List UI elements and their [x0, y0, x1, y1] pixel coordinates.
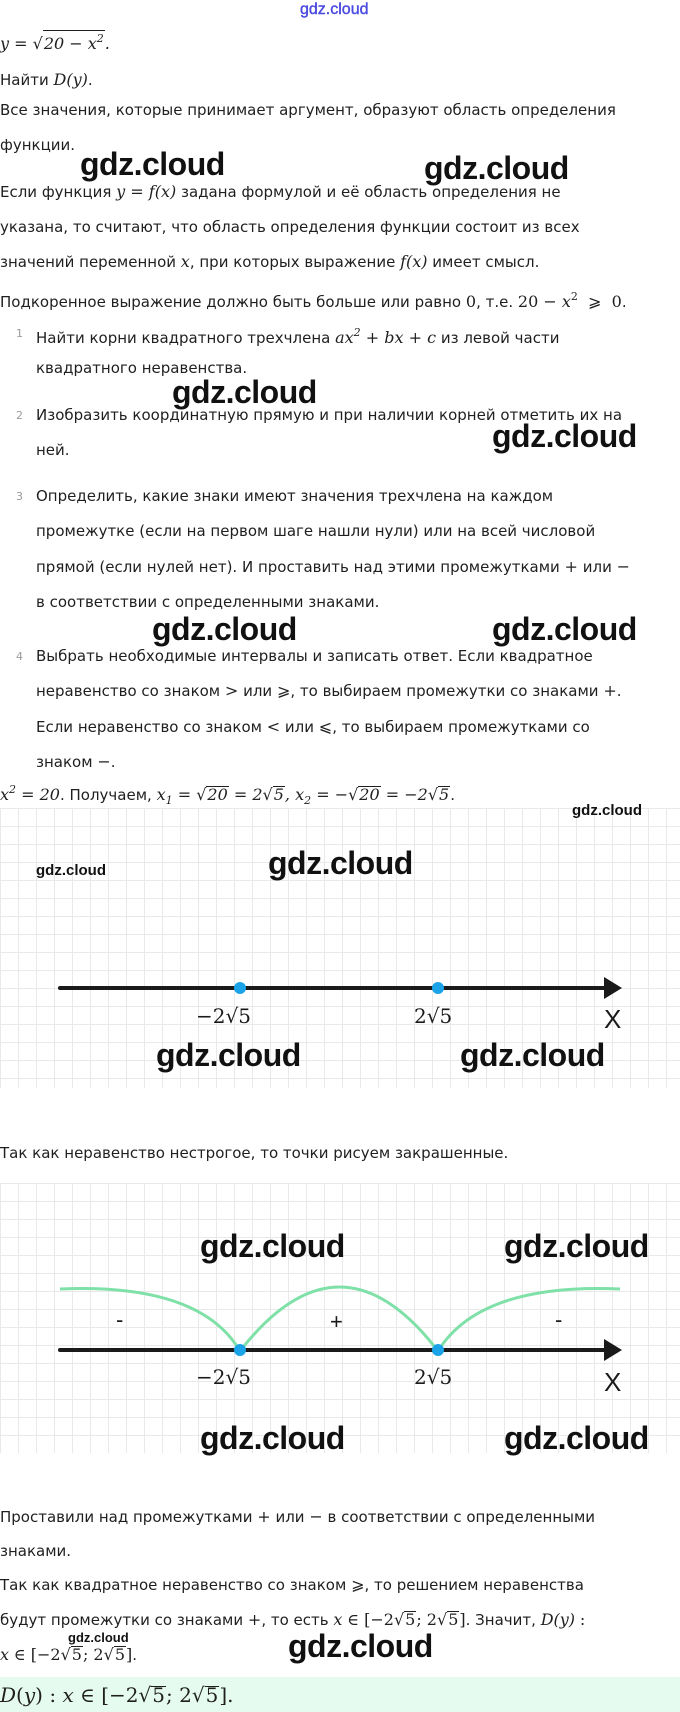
since-line-3: x ∈ [−2√5; 2√5].	[0, 1645, 138, 1664]
root-point-left	[234, 1344, 246, 1356]
step-1-line-2: квадратного неравенства.	[36, 359, 248, 377]
if-line-1: Если функция y = f(x) задана формулой и её область определения не	[0, 182, 561, 201]
step-number: 1	[16, 327, 23, 340]
sign-right: -	[555, 1307, 563, 1332]
answer-text: D(y) : x ∈ [−2√5; 2√5].	[0, 1683, 234, 1707]
tick-label-left: −2√5	[196, 1004, 251, 1028]
watermark: gdz.cloud	[492, 611, 637, 647]
step-3-line-1: Определить, какие знаки имеют значения трехчлена на каждом	[36, 487, 554, 505]
watermark: gdz.cloud	[424, 150, 569, 186]
definition-line-2: функции.	[0, 136, 76, 154]
axis-label: X	[604, 1004, 622, 1034]
radicand-line: Подкоренное выражение должно быть больше или равно 0, т.е. $20 - x^2$ ⩾ 0.	[0, 290, 627, 311]
watermark: gdz.cloud	[152, 611, 297, 647]
watermark: gdz.cloud	[80, 146, 225, 182]
step-4-line-3: Если неравенство со знаком < или ⩽, то выбираем промежутками со	[36, 717, 590, 736]
axis-arrow	[604, 977, 622, 999]
definition-line-1: Все значения, которые принимает аргумент, образуют область определения	[0, 101, 616, 119]
answer-box	[0, 1677, 680, 1712]
roots-line: $x^2 = 20$. Получаем, $x_1 = √20 = 2√5$, $x_2 = -√20 = -2√5$.	[0, 783, 455, 807]
arc-left	[60, 1289, 240, 1351]
watermark: gdz.cloud	[172, 374, 317, 410]
tick-label-left: −2√5	[196, 1365, 251, 1389]
function-formula: $y = √20 - x^2$.	[0, 32, 110, 53]
step-4-line-1: Выбрать необходимые интервалы и записать ответ. Если квадратное	[36, 647, 593, 665]
watermark: gdz.cloud	[504, 1420, 649, 1456]
step-number: 3	[16, 490, 23, 503]
axis-label: X	[604, 1367, 622, 1397]
placed-line-1: Проставили над промежутками + или − в соответствии с определенными	[0, 1507, 596, 1526]
tick-label-right: 2√5	[414, 1004, 453, 1028]
step-number: 4	[16, 650, 23, 663]
placed-line-2: знаками.	[0, 1542, 72, 1560]
root-point-right	[432, 1344, 444, 1356]
watermark: gdz.cloud	[288, 1628, 433, 1664]
since-line-1: Так как квадратное неравенство со знаком ⩾, то решением неравенства	[0, 1575, 584, 1594]
step-1-line-1: Найти корни квадратного трехчлена $ax^2$ + bx + c из левой части	[36, 326, 560, 347]
step-2-line-1: Изобразить координатную прямую и при наличии корней отметить их на	[36, 406, 623, 424]
watermark: gdz.cloud	[36, 862, 106, 879]
step-3-line-2: промежутке (если на первом шаге нашли нули) или на всей числовой	[36, 522, 596, 540]
watermark: gdz.cloud	[200, 1228, 345, 1264]
root-point-left	[234, 982, 246, 994]
watermark: gdz.cloud	[68, 1630, 129, 1645]
tick-label-right: 2√5	[414, 1365, 453, 1389]
arc-right	[438, 1289, 620, 1351]
find-line: Найти D(y).	[0, 70, 93, 89]
root-point-right	[432, 982, 444, 994]
watermark: gdz.cloud	[572, 802, 642, 819]
watermark: gdz.cloud	[200, 1420, 345, 1456]
watermark: gdz.cloud	[460, 1037, 605, 1073]
watermark: gdz.cloud	[156, 1037, 301, 1073]
since-line-2: будут промежутки со знаками +, то есть x ∈ [−2√5; 2√5]. Значит, D(y) :	[0, 1610, 586, 1629]
if-line-2: указана, то считают, что область определения функции состоит из всех	[0, 218, 580, 236]
watermark: gdz.cloud	[492, 418, 637, 454]
step-3-line-4: в соответствии с определенными знаками.	[36, 593, 380, 611]
sign-middle: +	[330, 1309, 343, 1334]
strict-note: Так как неравенство нестрогое, то точки рисуем закрашенные.	[0, 1144, 509, 1162]
step-3-line-3: прямой (если нулей нет). И проставить над этими промежутками + или −	[36, 557, 631, 576]
step-4-line-4: знаком −.	[36, 752, 116, 771]
watermark: gdz.cloud	[504, 1228, 649, 1264]
step-2-line-2: ней.	[36, 441, 70, 459]
sign-left: -	[116, 1307, 124, 1332]
step-4-line-2: неравенство со знаком > или ⩾, то выбираем промежутки со знаками +.	[36, 681, 622, 700]
watermark-top: gdz.cloud	[300, 1, 369, 18]
number-line-2	[0, 1183, 680, 1453]
step-number: 2	[16, 409, 23, 422]
if-line-3: значений переменной x, при которых выражение f(x) имеет смысл.	[0, 252, 540, 271]
watermark: gdz.cloud	[268, 845, 413, 881]
number-axis	[58, 986, 610, 990]
number-axis	[58, 1348, 610, 1352]
axis-arrow	[604, 1339, 622, 1361]
